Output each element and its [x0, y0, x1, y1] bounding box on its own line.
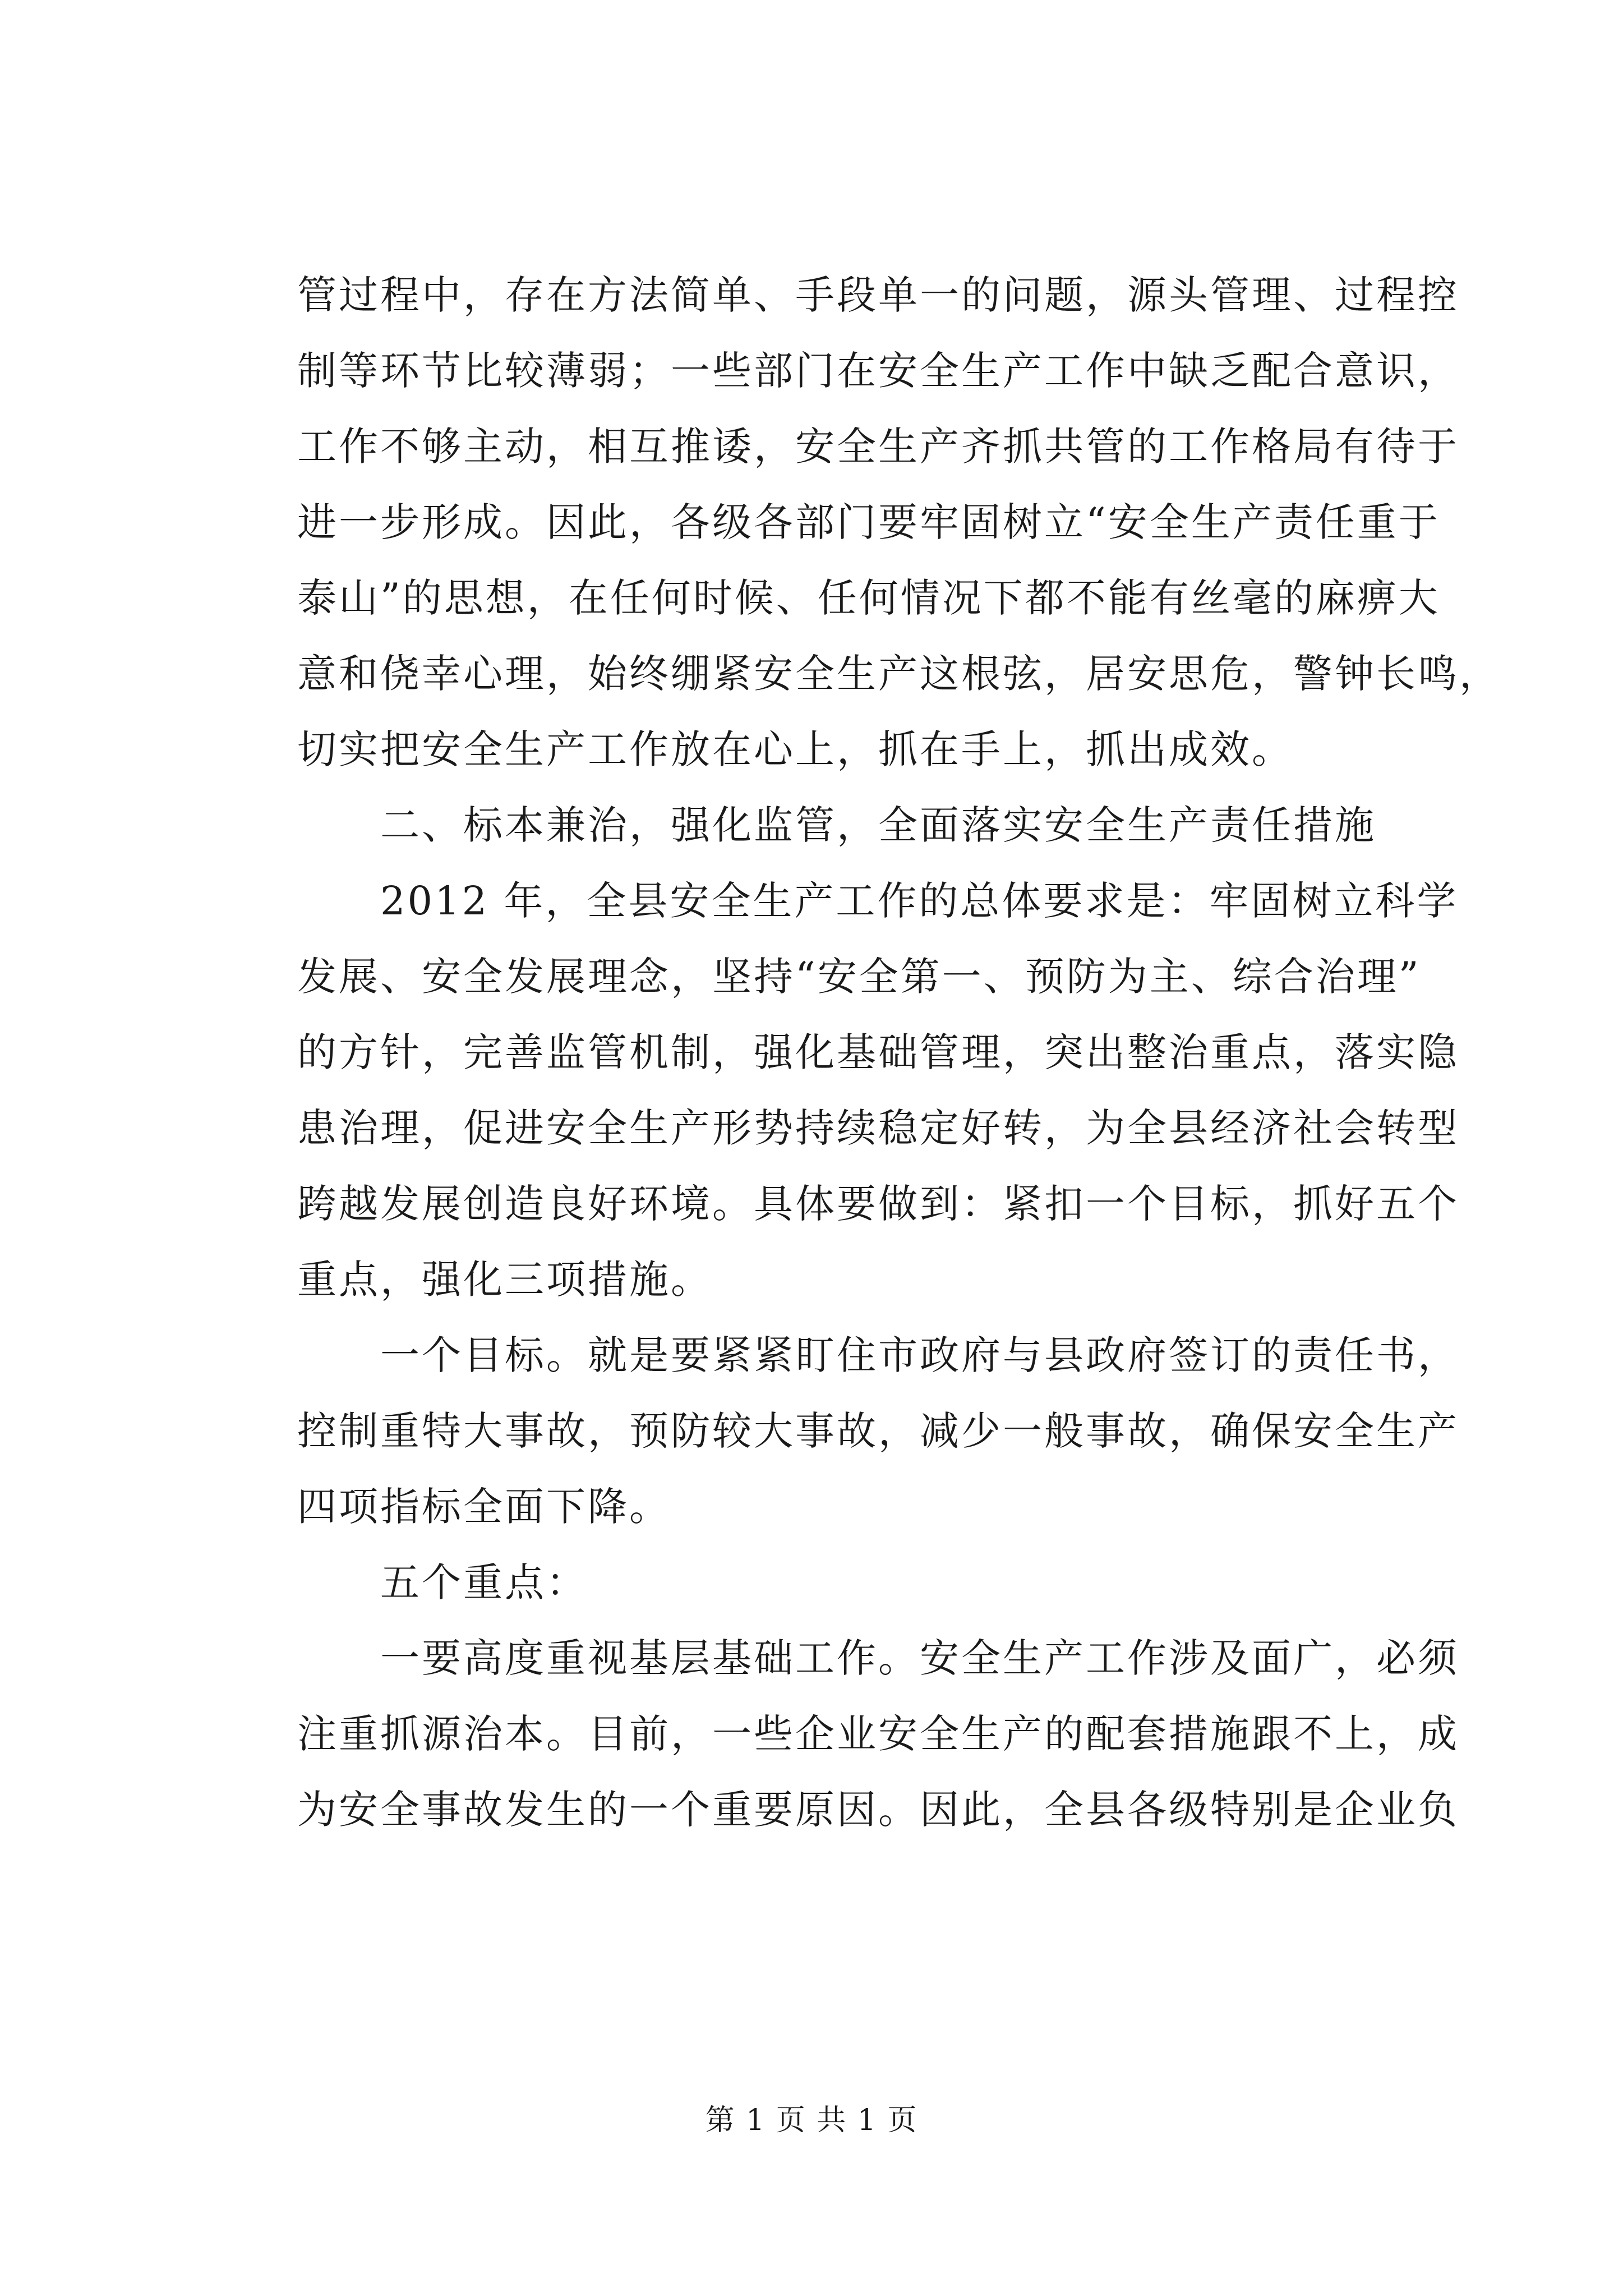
- text-line: 控制重特大事故，预防较大事故，减少一般事故，确保安全生产: [297, 1408, 1459, 1454]
- text-line: 管过程中，存在方法简单、手段单一的问题，源头管理、过程控: [297, 272, 1459, 318]
- page-footer: 第 1 页 共 1 页: [705, 2104, 918, 2137]
- text-line: 为安全事故发生的一个重要原因。因此，全县各级特别是企业负: [297, 1787, 1459, 1833]
- text-line: 二、标本兼治，强化监管，全面落实安全生产责任措施: [380, 802, 1376, 848]
- text-line: 一个目标。就是要紧紧盯住市政府与县政府签订的责任书，: [380, 1332, 1459, 1378]
- text-line: 注重抓源治本。目前，一些企业安全生产的配套措施跟不上，成: [297, 1711, 1459, 1757]
- text-line: 工作不够主动，相互推诿，安全生产齐抓共管的工作格局有待于: [297, 424, 1459, 470]
- text-line: 泰山”的思想，在任何时候、任何情况下都不能有丝毫的麻痹大: [297, 575, 1440, 621]
- text-line: 切实把安全生产工作放在心上，抓在手上，抓出成效。: [297, 726, 1293, 772]
- text-line: 2012 年，全县安全生产工作的总体要求是：牢固树立科学: [380, 878, 1459, 924]
- text-line: 的方针，完善监管机制，强化基础管理，突出整治重点，落实隐: [297, 1029, 1459, 1075]
- text-line: 跨越发展创造良好环境。具体要做到：紧扣一个目标，抓好五个: [297, 1181, 1459, 1227]
- text-line: 制等环节比较薄弱；一些部门在安全生产工作中缺乏配合意识，: [297, 348, 1459, 394]
- text-line: 发展、安全发展理念，坚持“安全第一、预防为主、综合治理”: [297, 954, 1421, 1000]
- text-line: 患治理，促进安全生产形势持续稳定好转，为全县经济社会转型: [297, 1105, 1459, 1151]
- text-line: 进一步形成。因此，各级各部门要牢固树立“安全生产责任重于: [297, 499, 1440, 545]
- text-line: 一要高度重视基层基础工作。安全生产工作涉及面广，必须: [380, 1635, 1459, 1681]
- text-line: 重点，强化三项措施。: [297, 1257, 712, 1303]
- text-line: 意和侥幸心理，始终绷紧安全生产这根弦，居安思危，警钟长鸣，: [297, 651, 1501, 697]
- text-line: 五个重点：: [380, 1559, 588, 1605]
- text-line: 四项指标全面下降。: [297, 1484, 671, 1530]
